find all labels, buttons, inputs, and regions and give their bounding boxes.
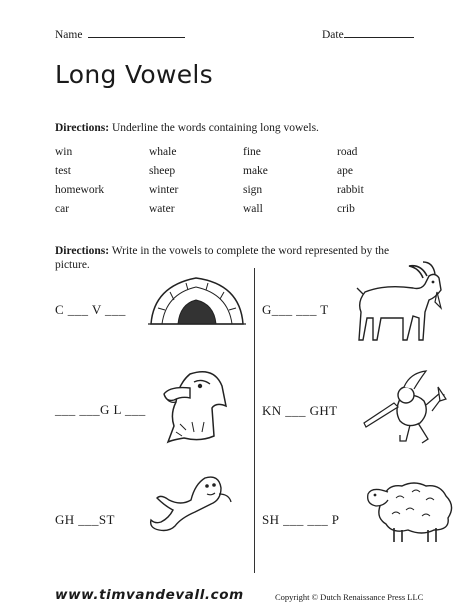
knight-icon bbox=[360, 365, 450, 445]
puzzle-knight[interactable]: KN ___ GHT bbox=[262, 403, 338, 418]
date-field[interactable] bbox=[322, 26, 414, 41]
directions-2-text: Write in the vowels to complete the word represented by the picture. bbox=[55, 245, 390, 271]
date-label: Date bbox=[322, 29, 344, 41]
word[interactable]: ape bbox=[337, 165, 353, 177]
word[interactable]: test bbox=[55, 165, 71, 177]
ghost-icon bbox=[145, 472, 235, 536]
word[interactable]: wall bbox=[243, 203, 263, 215]
directions-1-label: Directions: bbox=[55, 122, 110, 134]
cave-icon bbox=[148, 274, 246, 326]
puzzle-eagle[interactable]: ___ ___G L ___ bbox=[55, 402, 146, 417]
column-divider bbox=[254, 268, 255, 573]
copyright-text: Copyright © Dutch Renaissance Press LLC bbox=[275, 592, 424, 602]
word[interactable]: water bbox=[149, 203, 175, 215]
word[interactable]: winter bbox=[149, 184, 179, 196]
sheep-icon bbox=[366, 478, 456, 544]
date-line[interactable] bbox=[344, 26, 414, 38]
word[interactable]: sheep bbox=[149, 165, 176, 177]
directions-1-text: Underline the words containing long vowels. bbox=[109, 122, 319, 134]
word[interactable]: rabbit bbox=[337, 184, 364, 196]
page-title: Long Vowels bbox=[55, 60, 213, 89]
goat-icon bbox=[355, 262, 450, 344]
name-line[interactable] bbox=[88, 26, 185, 38]
website-link[interactable]: www.timvandevall.com bbox=[55, 587, 244, 603]
word[interactable]: car bbox=[55, 203, 70, 215]
eagle-icon bbox=[160, 366, 240, 446]
word-grid bbox=[55, 145, 431, 216]
word[interactable]: make bbox=[243, 165, 268, 177]
name-label: Name bbox=[55, 29, 83, 41]
word[interactable]: homework bbox=[55, 184, 105, 196]
puzzle-sheep[interactable]: SH ___ ___ P bbox=[262, 512, 340, 527]
word[interactable]: win bbox=[55, 146, 73, 158]
puzzle-cave[interactable]: C ___ V ___ bbox=[55, 302, 126, 317]
name-field[interactable] bbox=[55, 26, 185, 41]
word[interactable]: crib bbox=[337, 203, 355, 215]
directions-1 bbox=[55, 121, 425, 135]
puzzle-goat[interactable]: G___ ___ T bbox=[262, 302, 329, 317]
directions-2-label: Directions: bbox=[55, 245, 110, 257]
word[interactable]: sign bbox=[243, 184, 263, 196]
word[interactable]: fine bbox=[243, 146, 261, 158]
word[interactable]: whale bbox=[149, 146, 177, 158]
word[interactable]: road bbox=[337, 146, 358, 158]
puzzle-ghost[interactable]: GH ___ST bbox=[55, 512, 115, 527]
